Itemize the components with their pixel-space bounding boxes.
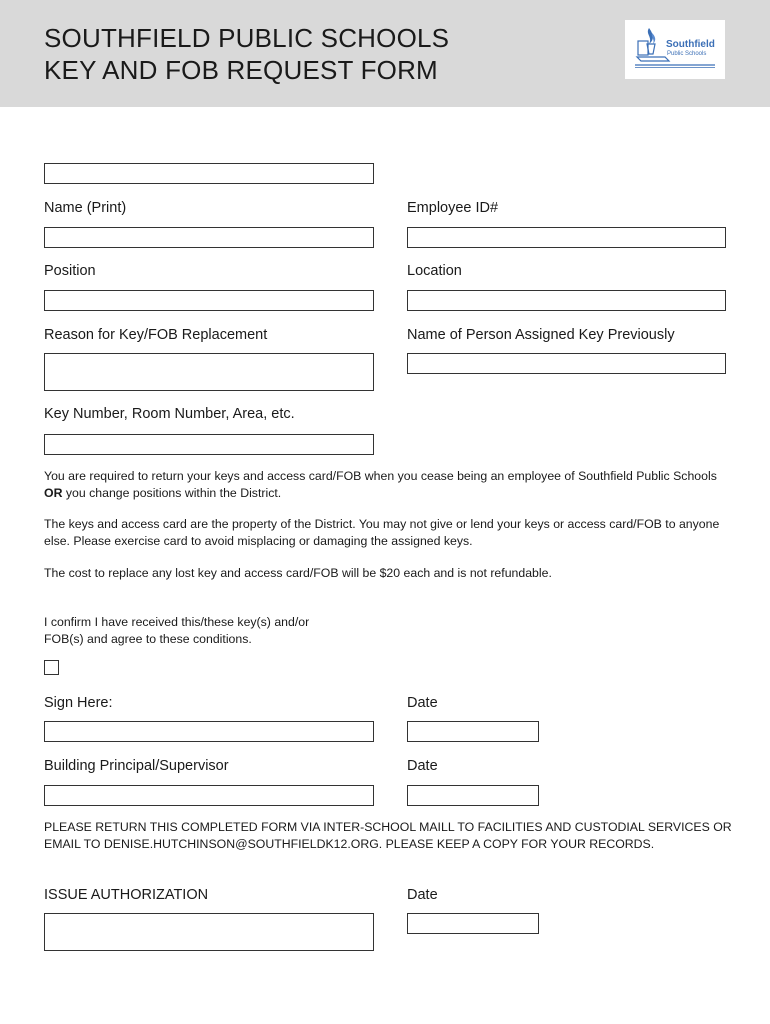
torch-logo-icon [625, 20, 725, 79]
principal-label: Building Principal/Supervisor [44, 758, 229, 774]
issue-authorization-field[interactable] [44, 913, 374, 951]
employee-id-field[interactable] [407, 227, 726, 248]
logo-text-1: Southfield [666, 39, 715, 50]
return-policy-part-2: you change positions within the District. [62, 486, 282, 500]
issue-authorization-label: ISSUE AUTHORIZATION [44, 887, 209, 903]
extra-field[interactable] [44, 434, 374, 455]
principal-field[interactable] [44, 785, 374, 806]
return-policy-text [44, 468, 734, 502]
property-text: The keys and access card are the property of the District. You may not give or lend your keys or access card/FOB to anyone else. Please exercise card to avoid misplacing or damaging the assigned keys. [44, 517, 720, 548]
header-band [0, 0, 770, 107]
sign-date-label: Date [407, 695, 438, 711]
key-number-label: Key Number, Room Number, Area, etc. [44, 406, 295, 422]
issue-date-field[interactable] [407, 913, 539, 934]
previous-assignee-field[interactable] [407, 353, 726, 374]
employee-id-label: Employee ID# [407, 200, 499, 216]
district-logo [625, 20, 725, 79]
reason-field[interactable] [44, 290, 374, 311]
confirm-line-1: I confirm I have received this/these key(s) and/or [44, 615, 310, 629]
position-label: Position [44, 263, 96, 279]
principal-date-field[interactable] [407, 785, 539, 806]
principal-date-label: Date [407, 758, 438, 774]
sign-here-label: Sign Here: [44, 695, 113, 711]
key-number-field[interactable] [44, 353, 374, 391]
logo-text-2: Public Schools [667, 51, 707, 57]
name-field[interactable] [44, 163, 374, 184]
location-field[interactable] [407, 290, 726, 311]
position-field[interactable] [44, 227, 374, 248]
location-label: Location [407, 263, 462, 279]
return-instructions: PLEASE RETURN THIS COMPLETED FORM VIA INTER-SCHOOL MAILL TO FACILITIES AND CUSTODIAL SERVICES OR EMAIL TO DENISE.HUTCHINSON@SOUTHFIELDK12.ORG. PLEASE KEEP A COPY FOR YOUR RECORDS. [44, 820, 732, 851]
name-label: Name (Print) [44, 200, 127, 216]
cost-text: The cost to replace any lost key and access card/FOB will be $20 each and is not refundable. [44, 566, 552, 580]
confirm-text [44, 614, 364, 648]
title-line-1: SOUTHFIELD PUBLIC SCHOOLS [44, 23, 450, 53]
or-emphasis: OR [44, 486, 63, 500]
confirm-checkbox[interactable] [44, 660, 59, 675]
issue-date-label: Date [407, 887, 438, 903]
title-line-2: KEY AND FOB REQUEST FORM [44, 55, 438, 85]
form-title [44, 22, 449, 86]
confirm-line-2: FOB(s) and agree to these conditions. [44, 632, 252, 646]
reason-label: Reason for Key/FOB Replacement [44, 327, 268, 343]
return-policy-part-1: You are required to return your keys and access card/FOB when you cease being an employee of Southfield Public Schools [44, 469, 717, 483]
signature-field[interactable] [44, 721, 374, 742]
sign-date-field[interactable] [407, 721, 539, 742]
previous-assignee-label: Name of Person Assigned Key Previously [407, 327, 675, 343]
